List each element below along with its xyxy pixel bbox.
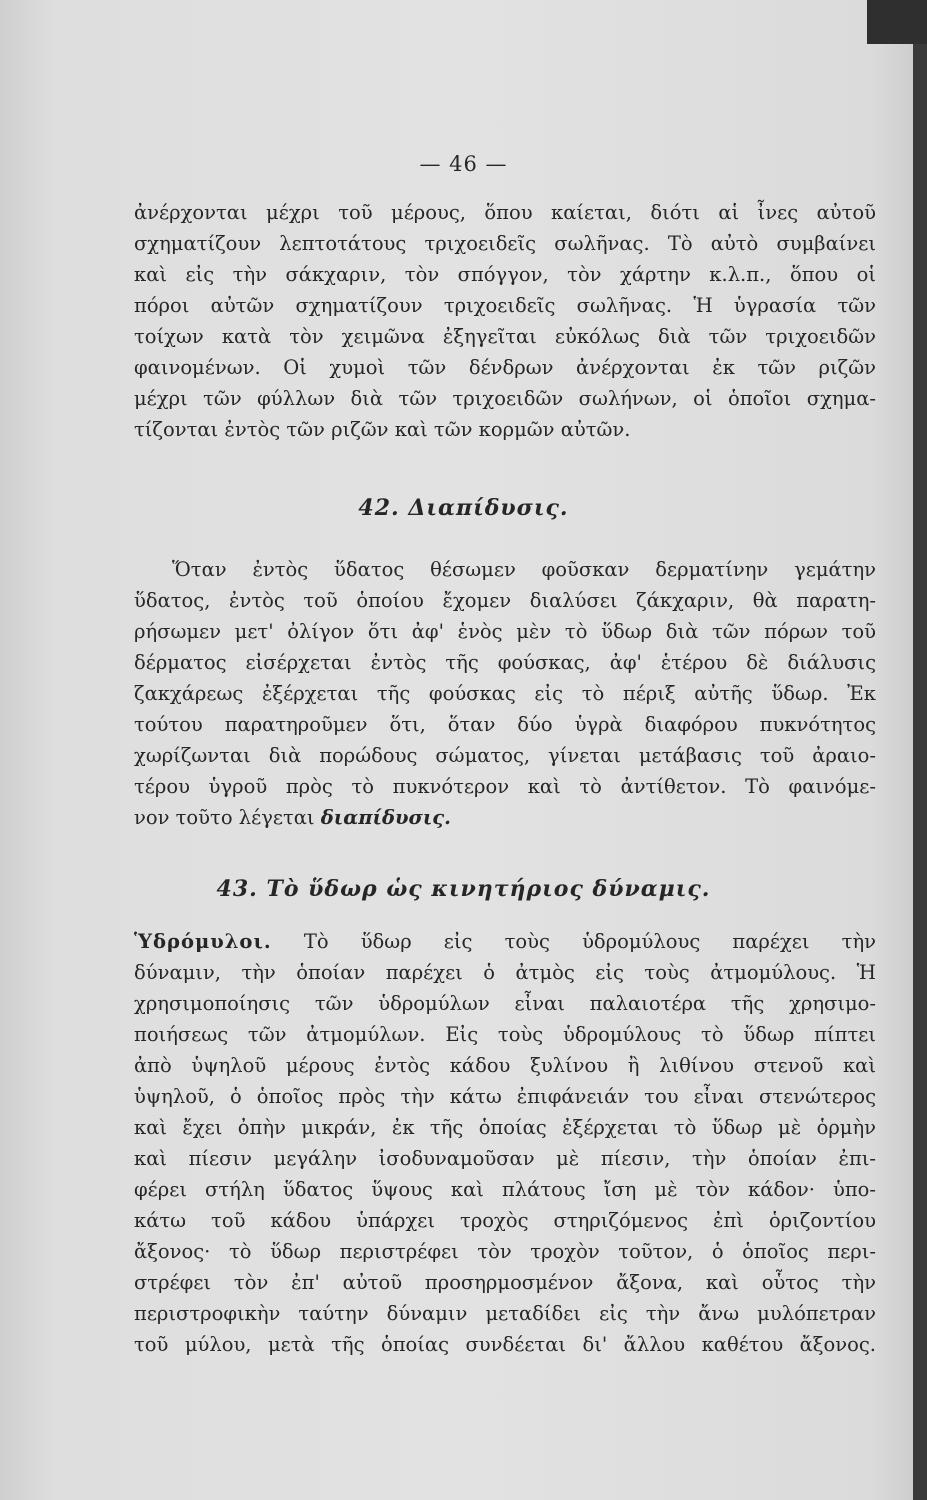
line-text: Τὸ ὕδωρ εἰς τοὺς ὑδρομύλους παρέχει τὴν (271, 930, 876, 953)
paragraph-line: στρέφει τὸν ἐπ' αὐτοῦ προσηρμοσμένον ἄξονα, καὶ οὗτος τὴν (134, 1271, 876, 1294)
paragraph-line: δύναμιν, τὴν ὁποίαν παρέχει ὁ ἀτμὸς εἰς τοὺς ἀτμομύλους. Ἡ (134, 961, 876, 984)
paragraph-line: χρησιμοποίησις τῶν ὑδρομύλων εἶναι παλαιοτέρα τῆς χρησιμο- (134, 992, 876, 1015)
paragraph-line: τέρου ὑγροῦ πρὸς τὸ πυκνότερον καὶ τὸ ἀντίθετον. Τὸ φαινόμε- (134, 775, 876, 798)
paragraph-line: τίζονται ἐντὸς τῶν ριζῶν καὶ τῶν κορμῶν αὐτῶν. (134, 418, 631, 441)
paragraph-line: ἀνέρχονται μέχρι τοῦ μέρους, ὅπου καίεται, διότι αἱ ἶνες αὐτοῦ (134, 201, 876, 224)
paragraph-line: ὕδατος, ἐντὸς τοῦ ὁποίου ἔχομεν διαλύσει ζάκχαριν, θὰ παρατη- (134, 589, 876, 612)
paragraph-line: περιστροφικὴν ταύτην δύναμιν μεταδίδει εἰς τὴν ἄνω μυλόπετραν (134, 1302, 876, 1325)
page-edge-shadow (913, 0, 927, 1500)
paragraph-line (134, 926, 876, 957)
paragraph-line (134, 802, 876, 833)
line-text: νον τοῦτο λέγεται (134, 806, 321, 829)
paragraph-line: τοῦ μύλου, μετὰ τῆς ὁποίας συνδέεται δι' ἄλλου καθέτου ἄξονος. (134, 1333, 876, 1356)
paragraph-line: καὶ εἰς τὴν σάκχαριν, τὸν σπόγγον, τὸν χάρτην κ.λ.π., ὅπου οἱ (134, 263, 876, 286)
paragraph-line: μέχρι τῶν φύλλων διὰ τῶν τριχοειδῶν σωλήνων, οἱ ὁποῖοι σχημα- (134, 387, 876, 410)
subheading-watermills: Ὑδρόμυλοι. (134, 930, 272, 953)
paragraph-line: κάτω τοῦ κάδου ὑπάρχει τροχὸς στηριζόμενος ἐπὶ ὁριζοντίου (134, 1209, 876, 1232)
paragraph-line: Ὅταν ἐντὸς ὕδατος θέσωμεν φοῦσκαν δερματίνην γεμάτην (172, 558, 876, 581)
paragraph-osmosis (134, 554, 876, 833)
page-number: — 46 — (419, 152, 508, 176)
paragraph-line: καὶ πίεσιν μεγάλην ἰσοδυναμοῦσαν μὲ πίεσιν, τὴν ὁποίαν ἐπι- (134, 1147, 876, 1170)
paragraph-line: ὑψηλοῦ, ὁ ὁποῖος πρὸς τὴν κάτω ἐπιφάνειάν του εἶναι στενώτερος (134, 1085, 876, 1108)
paragraph-line: φαινομένων. Οἱ χυμοὶ τῶν δένδρων ἀνέρχονται ἐκ τῶν ριζῶν (134, 356, 876, 379)
paragraph-line: χωρίζωνται διὰ πορώδους σώματος, γίνεται μετάβασις τοῦ ἀραιο- (134, 744, 876, 767)
paragraph-line: ἄξονος· τὸ ὕδωρ περιστρέφει τὸν τροχὸν τοῦτον, ὁ ὁποῖος περι- (134, 1240, 876, 1263)
paragraph-line: σχηματίζουν λεπτοτάτους τριχοειδεῖς σωλῆνας. Τὸ αὐτὸ συμβαίνει (134, 232, 876, 255)
paragraph-line: τούτου παρατηροῦμεν ὅτι, ὅταν δύο ὑγρὰ διαφόρου πυκνότητος (134, 713, 876, 736)
paragraph-watermills (134, 926, 876, 1360)
heading-42-diapidysis: 42. Διαπίδυσις. (358, 495, 569, 521)
paragraph-line: φέρει στήλη ὕδατος ὕψους καὶ πλάτους ἴση μὲ τὸν κάδον· ὑπο- (134, 1178, 876, 1201)
paragraph-line: ρήσωμεν μετ' ὀλίγον ὅτι ἀφ' ἑνὸς μὲν τὸ ὕδωρ διὰ τῶν πόρων τοῦ (134, 620, 876, 643)
heading-43-water-as-motive-force: 43. Τὸ ὕδωρ ὡς κινητήριος δύναμις. (216, 876, 711, 902)
paragraph-line: πόροι αὐτῶν σχηματίζουν τριχοειδεῖς σωλῆνας. Ἡ ὑγρασία τῶν (134, 294, 876, 317)
page-corner-shadow (867, 0, 927, 44)
paragraph-line: καὶ ἔχει ὀπὴν μικράν, ἐκ τῆς ὁποίας ἐξέρχεται τὸ ὕδωρ μὲ ὁρμὴν (134, 1116, 876, 1139)
term-diapidysis: διαπίδυσις. (320, 806, 451, 829)
paragraph-line: ποιήσεως τῶν ἀτμομύλων. Εἰς τοὺς ὑδρομύλους τὸ ὕδωρ πίπτει (134, 1023, 876, 1046)
paragraph-line: τοίχων κατὰ τὸν χειμῶνα ἐξηγεῖται εὐκόλως διὰ τῶν τριχοειδῶν (134, 325, 876, 348)
paragraph-line: δέρματος εἰσέρχεται ἐντὸς τῆς φούσκας, ἀφ' ἑτέρου δὲ διάλυσις (134, 651, 876, 674)
paragraph-line: ζακχάρεως ἐξέρχεται τῆς φούσκας εἰς τὸ πέριξ αὐτῆς ὕδωρ. Ἐκ (134, 682, 876, 705)
paragraph-line: ἀπὸ ὑψηλοῦ μέρους ἐντὸς κάδου ξυλίνου ἢ λιθίνου στενοῦ καὶ (134, 1054, 876, 1077)
paragraph-capillarity (134, 197, 876, 445)
